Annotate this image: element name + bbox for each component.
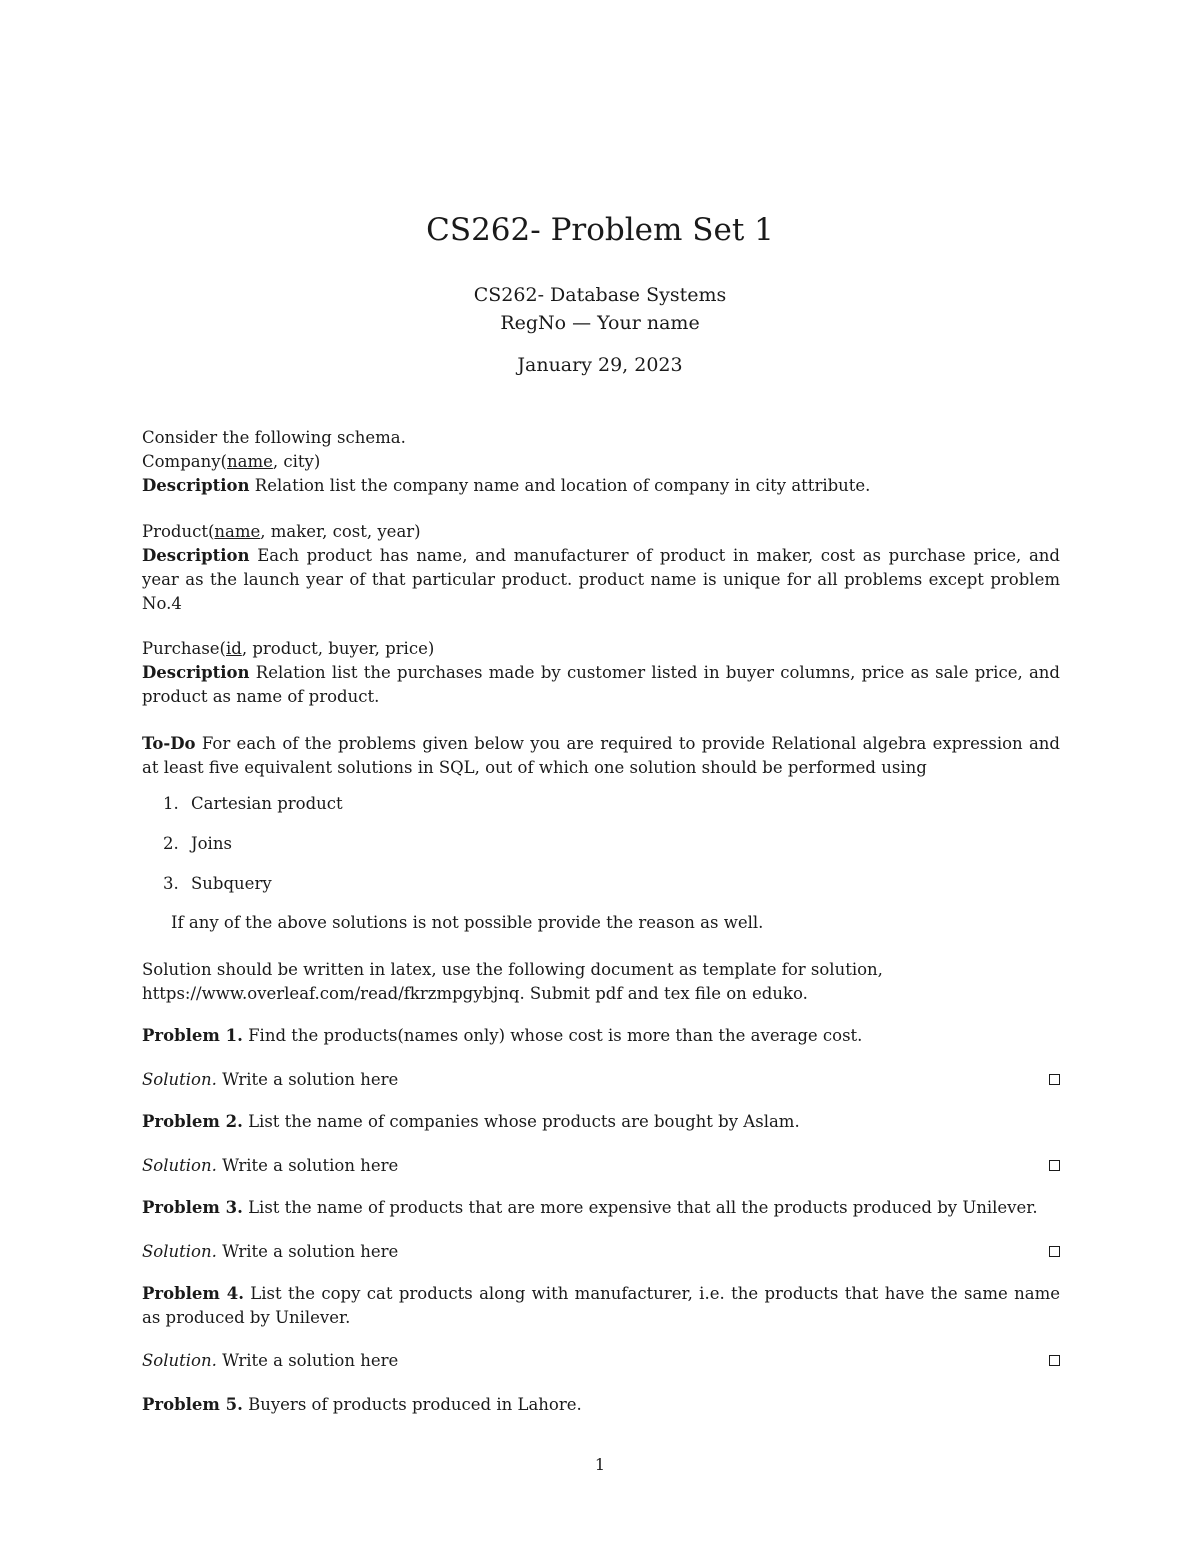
qed-square-icon [1049,1160,1060,1171]
purchase-description: Description Relation list the purchases made by customer listed in buyer columns, price as sale price, and product as name of product. [142,663,1060,706]
problem-2: Problem 2. List the name of companies whose products are bought by Aslam. [142,1112,800,1131]
qed-square-icon [1049,1355,1060,1366]
todo-paragraph: To-Do For each of the problems given below you are required to provide Relational algebra expression and at least five equivalent solutions in SQL, out of which one solution should be performed using [142,734,1060,777]
solution-4: Solution. Write a solution here [142,1349,1060,1373]
problem-3: Problem 3. List the name of products that are more expensive that all the products produced by Unilever. [142,1198,1038,1217]
product-schema: Product(name, maker, cost, year) [142,522,421,541]
product-section [142,520,1060,616]
company-key: name [227,452,273,471]
solution-1: Solution. Write a solution here [142,1068,1060,1092]
list-item: 3. Subquery [163,874,272,893]
todo-note: If any of the above solutions is not possible provide the reason as well. [171,913,764,932]
list-item: 2. Joins [163,834,232,853]
purchase-section [142,637,1060,709]
list-item: 1. Cartesian product [163,794,343,813]
instructions: Solution should be written in latex, use the following document as template for solution, https://www.overleaf.com/read/fkrzmpgybjnq. Submit pdf and tex file on eduko. [142,958,1060,1006]
page-number: 1 [594,1455,606,1474]
solution-3: Solution. Write a solution here [142,1240,1060,1264]
company-schema: Company(name, city) [142,452,321,471]
solution-2: Solution. Write a solution here [142,1154,1060,1178]
template-link: https://www.overleaf.com/read/fkrzmpgybjnq. Submit pdf and tex file on eduko. [142,984,808,1003]
product-description: Description Each product has name, and manufacturer of product in maker, cost as purchase price, and year as the launch year of that particular product. product name is unique for all problems except problem No.4 [142,546,1060,613]
author-line: RegNo — Your name [500,312,700,334]
todo-label: To-Do [142,734,196,753]
title-meta [0,281,1200,337]
course-name: CS262- Database Systems [473,284,727,306]
purchase-schema: Purchase(id, product, buyer, price) [142,639,435,658]
page-title: CS262- Problem Set 1 [426,212,774,248]
problem-5: Problem 5. Buyers of products produced in Lahore. [142,1395,582,1414]
document-date: January 29, 2023 [517,354,683,376]
purchase-key: id [226,639,242,658]
schema-section [142,426,1060,498]
product-key: name [214,522,261,541]
qed-square-icon [1049,1246,1060,1257]
company-description: Description Relation list the company name and location of company in city attribute. [142,476,871,495]
qed-square-icon [1049,1074,1060,1085]
problem-4: Problem 4. List the copy cat products along with manufacturer, i.e. the products that have the same name as produced by Unilever. [142,1284,1060,1327]
schema-intro: Consider the following schema. [142,428,406,447]
problem-1: Problem 1. Find the products(names only) whose cost is more than the average cost. [142,1026,863,1045]
